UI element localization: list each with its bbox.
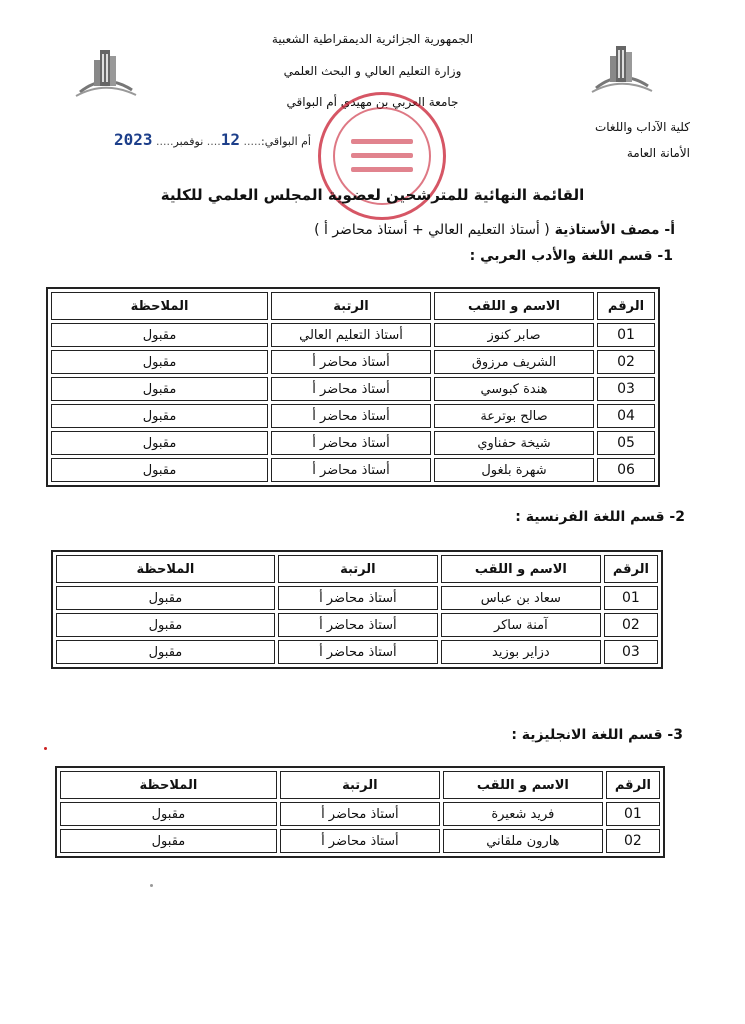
table-row: [51, 404, 655, 428]
cell-rank: أستاذ محاضر أ: [278, 613, 438, 637]
col-header-rank: الرتبة: [280, 771, 440, 799]
cell-note: مقبول: [51, 431, 268, 455]
cell-note: مقبول: [56, 613, 275, 637]
rank-heading-detail: ( أستاذ التعليم العالي + أستاذ محاضر أ ): [314, 222, 550, 238]
cell-num: 01: [606, 802, 660, 826]
table-row: [51, 350, 655, 374]
table-row: [60, 829, 660, 853]
table-header-row: [60, 771, 660, 799]
col-header-name: الاسم و اللقب: [441, 555, 601, 583]
col-header-name: الاسم و اللقب: [443, 771, 603, 799]
cell-rank: أستاذ محاضر أ: [271, 377, 431, 401]
cell-rank: أستاذ محاضر أ: [271, 404, 431, 428]
cell-rank: أستاذ محاضر أ: [271, 431, 431, 455]
table-row: [56, 613, 658, 637]
cell-name: سعاد بن عباس: [441, 586, 601, 610]
cell-name: هندة كبوسي: [434, 377, 594, 401]
section-heading: 2- قسم اللغة الفرنسية :: [515, 509, 685, 525]
cell-rank: أستاذ محاضر أ: [278, 586, 438, 610]
cell-num: 02: [597, 350, 655, 374]
scan-speck: [44, 747, 47, 750]
candidates-table-english: [55, 766, 665, 858]
cell-name: شيخة حفناوي: [434, 431, 594, 455]
cell-rank: أستاذ محاضر أ: [271, 350, 431, 374]
col-header-num: الرقم: [604, 555, 658, 583]
document-title: القائمة النهائية للمترشحين لعضوية المجلس العلمي للكلية: [160, 186, 585, 204]
cell-note: مقبول: [60, 829, 277, 853]
university-logo-icon: [70, 42, 140, 100]
cell-num: 01: [597, 323, 655, 347]
cell-name: صابر كنوز: [434, 323, 594, 347]
header-line-university: جامعة العربي بن مهيدي أم البواقي: [286, 95, 459, 109]
cell-rank: أستاذ محاضر أ: [278, 640, 438, 664]
date-day: 12: [220, 130, 241, 149]
faculty-name: كلية الآداب واللغات: [594, 120, 690, 134]
cell-note: مقبول: [51, 377, 268, 401]
table-header-row: [56, 555, 658, 583]
cell-num: 06: [597, 458, 655, 482]
candidates-table-arabic: [46, 287, 660, 487]
table-row: [56, 586, 658, 610]
header-line-ministry: وزارة التعليم العالي و البحث العلمي: [283, 64, 462, 78]
cell-num: 03: [597, 377, 655, 401]
university-logo-icon: [586, 38, 656, 96]
cell-name: شهرة بلغول: [434, 458, 594, 482]
table-row: [51, 458, 655, 482]
cell-rank: أستاذ محاضر أ: [271, 458, 431, 482]
cell-note: مقبول: [51, 323, 268, 347]
table-row: [51, 323, 655, 347]
col-header-note: الملاحظة: [51, 292, 268, 320]
col-header-name: الاسم و اللقب: [434, 292, 594, 320]
cell-note: مقبول: [51, 404, 268, 428]
secretariat-name: الأمانة العامة: [626, 146, 690, 160]
cell-note: مقبول: [56, 640, 275, 664]
cell-note: مقبول: [56, 586, 275, 610]
cell-num: 03: [604, 640, 658, 664]
scan-speck: [150, 884, 153, 887]
section-heading: 1- قسم اللغة والأدب العربي :: [469, 248, 673, 264]
date-month: نوفمبر: [173, 135, 204, 148]
table-header-row: [51, 292, 655, 320]
col-header-num: الرقم: [597, 292, 655, 320]
document-date: أم البواقي:..... 12.... نوفمبر..... 2023: [114, 130, 311, 149]
cell-note: مقبول: [51, 350, 268, 374]
header-line-republic: الجمهورية الجزائرية الديمقراطية الشعبية: [271, 32, 474, 46]
col-header-note: الملاحظة: [60, 771, 277, 799]
cell-name: آمنة ساكر: [441, 613, 601, 637]
table-row: [51, 431, 655, 455]
place-label: أم البواقي:: [261, 135, 311, 148]
cell-name: هارون ملقاني: [443, 829, 603, 853]
col-header-note: الملاحظة: [56, 555, 275, 583]
cell-num: 04: [597, 404, 655, 428]
col-header-rank: الرتبة: [278, 555, 438, 583]
section-heading: 3- قسم اللغة الانجليزية :: [511, 727, 683, 743]
cell-name: فريد شعيرة: [443, 802, 603, 826]
cell-rank: أستاذ التعليم العالي: [271, 323, 431, 347]
cell-rank: أستاذ محاضر أ: [280, 829, 440, 853]
date-year: 2023: [114, 130, 153, 149]
col-header-num: الرقم: [606, 771, 660, 799]
rank-heading: [314, 222, 675, 238]
col-header-rank: الرتبة: [271, 292, 431, 320]
table-row: [56, 640, 658, 664]
cell-name: دزاير بوزيد: [441, 640, 601, 664]
cell-rank: أستاذ محاضر أ: [280, 802, 440, 826]
cell-num: 02: [606, 829, 660, 853]
cell-note: مقبول: [60, 802, 277, 826]
cell-num: 02: [604, 613, 658, 637]
cell-num: 01: [604, 586, 658, 610]
cell-name: الشريف مرزوق: [434, 350, 594, 374]
cell-name: صالح بوترعة: [434, 404, 594, 428]
table-row: [60, 802, 660, 826]
rank-heading-label: أ- مصف الأستاذية: [554, 222, 675, 238]
cell-num: 05: [597, 431, 655, 455]
table-row: [51, 377, 655, 401]
candidates-table-french: [51, 550, 663, 669]
cell-note: مقبول: [51, 458, 268, 482]
